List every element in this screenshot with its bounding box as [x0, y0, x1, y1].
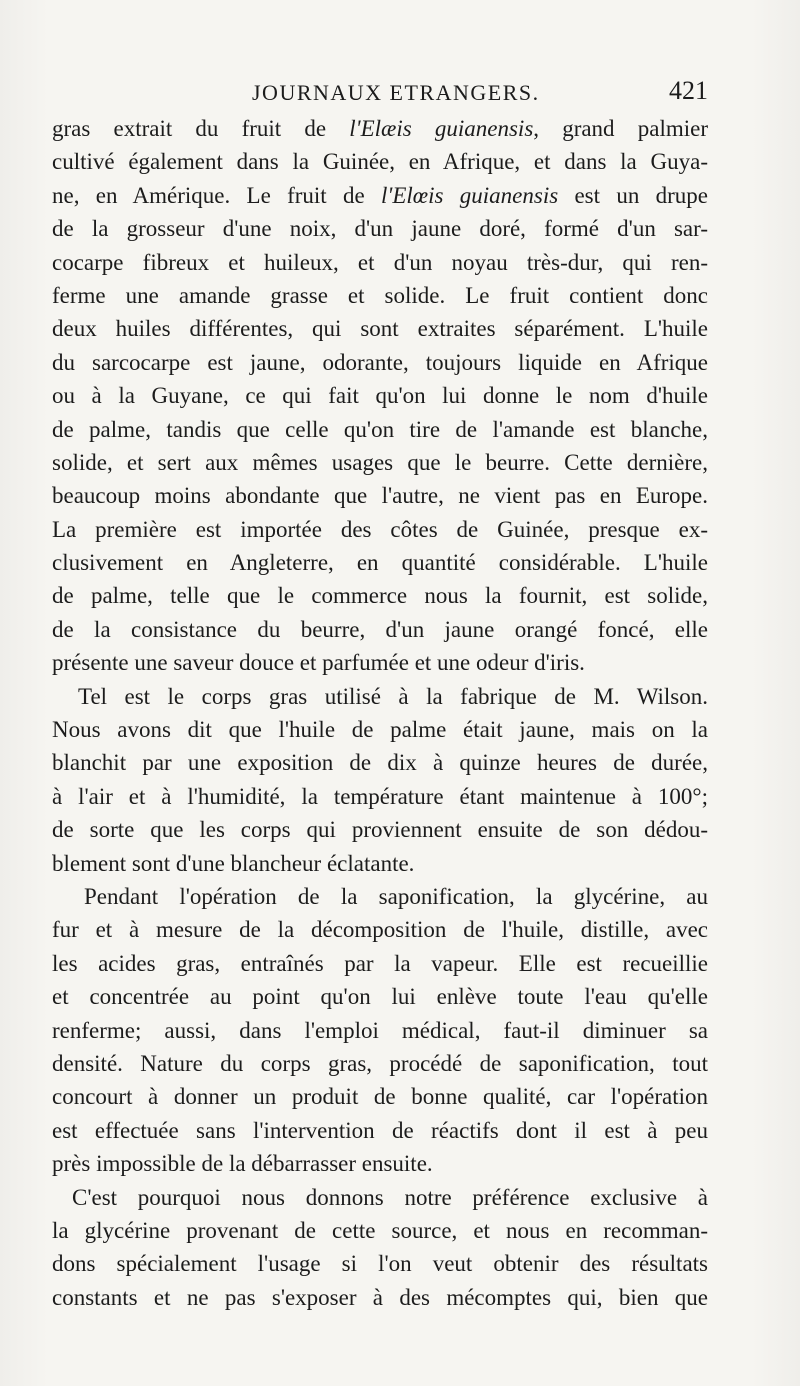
text-line: de palme, tandis que celle qu'on tire de l'amande est blanche,: [52, 416, 708, 442]
species-name: l'Elœis guianensis: [381, 182, 559, 208]
text-line: cultivé également dans la Guinée, en Afrique, et dans la Guya-: [52, 149, 708, 175]
text-line: à l'air et à l'humidité, la température étant maintenue à 100°;: [52, 783, 708, 809]
text-line: présente une saveur douce et parfumée et une odeur d'iris.: [52, 650, 585, 676]
text-line: les acides gras, entraînés par la vapeur. Elle est recueillie: [52, 950, 708, 976]
text-line: de sorte que les corps qui proviennent ensuite de son dédou-: [52, 817, 708, 843]
page-number: 421: [669, 76, 708, 105]
paragraph-start-line: Pendant l'opération de la saponification, la glycérine, au: [84, 883, 708, 909]
text-line: du sarcocarpe est jaune, odorante, toujours liquide en Afrique: [52, 349, 708, 375]
text-line: clusivement en Angleterre, en quantité considérable. L'huile: [52, 550, 708, 576]
text-line: concourt à donner un produit de bonne qualité, car l'opération: [52, 1084, 708, 1110]
paragraph-start-line: C'est pourquoi nous donnons notre préférence exclusive à: [72, 1184, 708, 1210]
text-line: deux huiles différentes, qui sont extraites séparément. L'huile: [52, 316, 708, 342]
text-line: dons spécialement l'usage si l'on veut obtenir des résultats: [52, 1251, 708, 1277]
text-line: cocarpe fibreux et huileux, et d'un noyau très-dur, qui ren-: [52, 249, 708, 275]
text-line: densité. Nature du corps gras, procédé de saponification, tout: [52, 1050, 708, 1076]
text-line: gras extrait du fruit de l'Elæis guianensis, grand palmier: [52, 116, 708, 141]
paragraph-start-line: Tel est le corps gras utilisé à la fabrique de M. Wilson.: [78, 683, 708, 709]
text-line: de la grosseur d'une noix, d'un jaune doré, formé d'un sar-: [52, 216, 708, 242]
text-line: solide, et sert aux mêmes usages que le beurre. Cette dernière,: [52, 449, 708, 475]
text-line: de la consistance du beurre, d'un jaune orangé foncé, elle: [52, 616, 708, 642]
text-line: renferme; aussi, dans l'emploi médical, faut-il diminuer sa: [52, 1017, 708, 1043]
text-line: blement sont d'une blancheur éclatante.: [52, 850, 415, 876]
text-line: près impossible de la débarrasser ensuite.: [52, 1151, 433, 1177]
page-header: [52, 72, 708, 112]
text-line: constants et ne pas s'exposer à des mécomptes qui, bien que: [52, 1284, 708, 1310]
text-line: Nous avons dit que l'huile de palme était jaune, mais on la: [52, 717, 708, 743]
text-line: beaucoup moins abondante que l'autre, ne vient pas en Europe.: [52, 483, 708, 509]
body-text: [52, 112, 708, 1314]
text-line: ne, en Amérique. Le fruit de l'Elœis guianensis est un drupe: [52, 182, 709, 208]
text-line: ferme une amande grasse et solide. Le fruit contient donc: [52, 282, 708, 308]
text-line: la glycérine provenant de cette source, et nous en recomman-: [52, 1217, 708, 1243]
text-line: ou à la Guyane, ce qui fait qu'on lui donne le nom d'huile: [52, 383, 708, 409]
text-line: blanchit par une exposition de dix à quinze heures de durée,: [52, 750, 708, 776]
text-line: fur et à mesure de la décomposition de l'huile, distille, avec: [52, 917, 708, 943]
text-line: La première est importée des côtes de Guinée, presque ex-: [52, 516, 708, 542]
running-head: JOURNAUX ETRANGERS.: [252, 80, 540, 105]
species-name: l'Elæis guianensis: [349, 116, 534, 141]
text-line: de palme, telle que le commerce nous la fournit, est solide,: [52, 583, 708, 609]
text-line: et concentrée au point qu'on lui enlève toute l'eau qu'elle: [52, 984, 708, 1010]
text-line: est effectuée sans l'intervention de réactifs dont il est à peu: [52, 1117, 708, 1143]
